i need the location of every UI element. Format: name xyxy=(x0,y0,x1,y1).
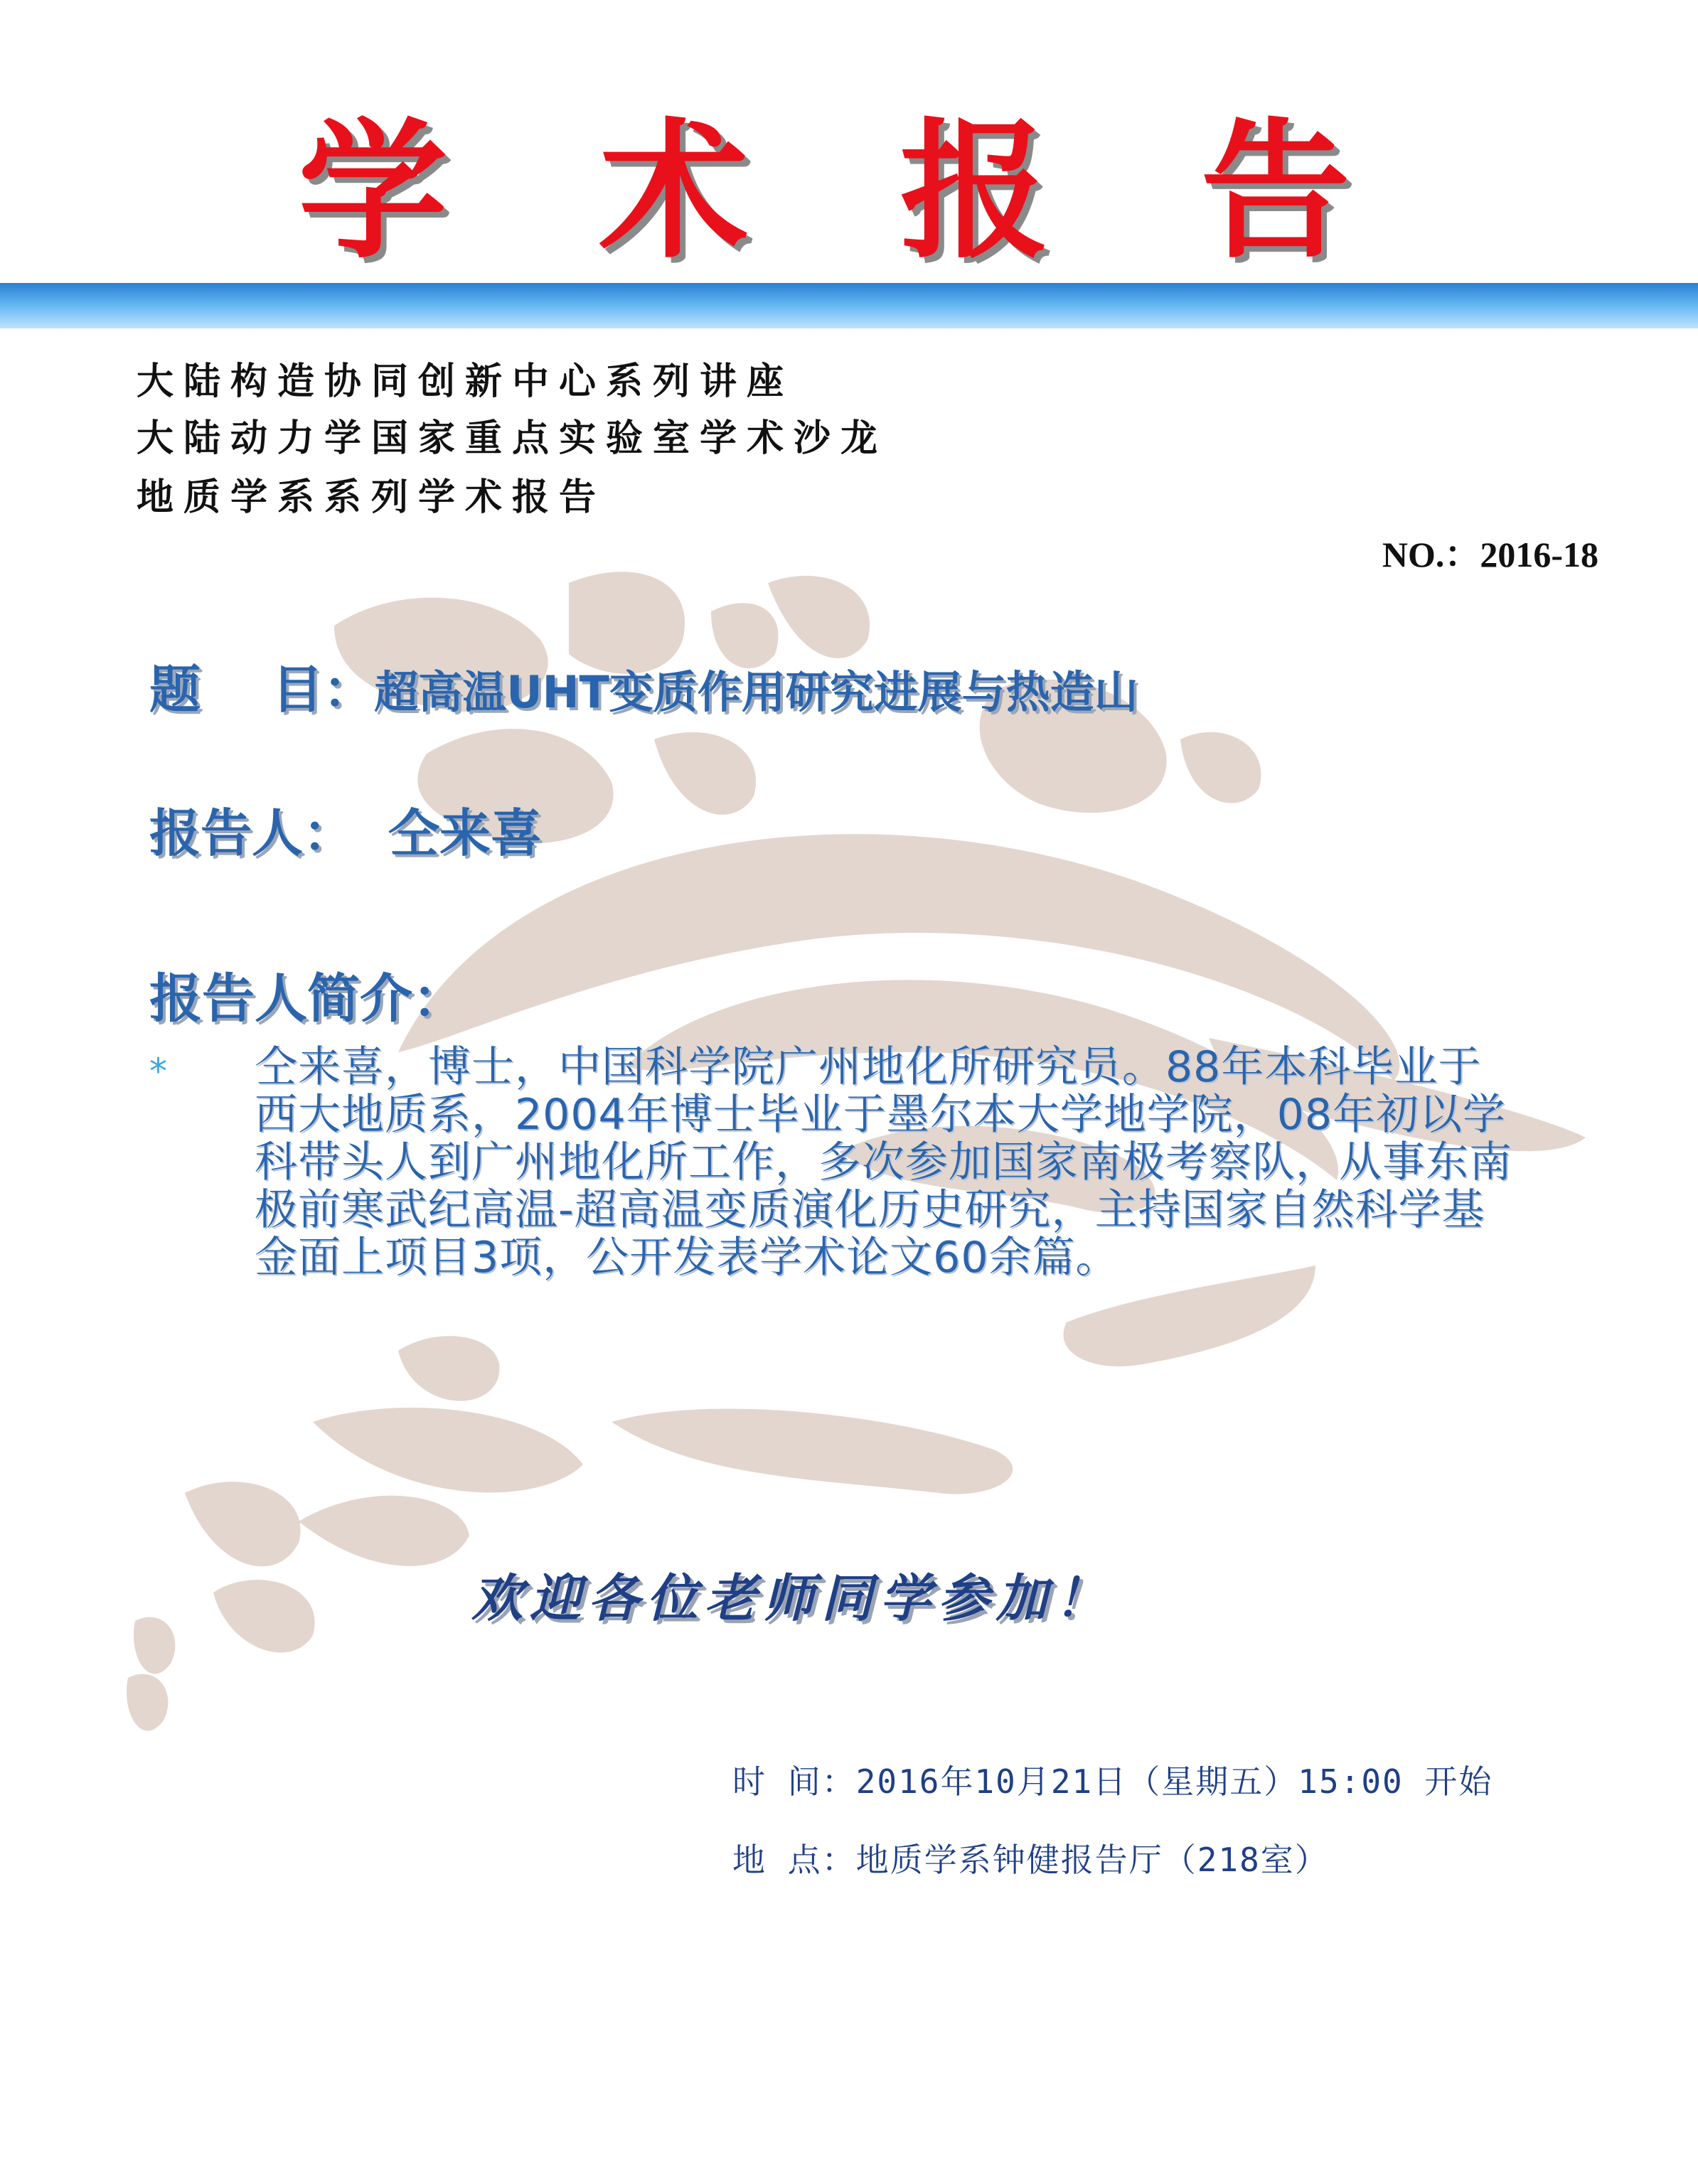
bullet-marker: * xyxy=(149,1051,167,1092)
speaker-label: 报告人： xyxy=(149,803,355,863)
page-title: 学 术 报 告 xyxy=(298,105,1400,279)
report-number: NO.：2016-18 xyxy=(1382,535,1598,574)
series-line-2: 大陆动力学国家重点实验室学术沙龙 xyxy=(137,417,888,460)
series-line-3: 地质学系系列学术报告 xyxy=(137,476,607,519)
speaker-bio: 仝来喜，博士，中国科学院广州地化所研究员。88年本科毕业于西大地质系，2004年博士毕业于墨尔本大学地学院，08年初以学科带头人到广州地化所工作，多次参加国家南极考察队，从事东南极前寒武纪高温-超高温变质演化历史研究，主持国家自然科学基金面上项目3项，公开发表学术论文60余篇。 xyxy=(255,1042,1512,1283)
place-line: 地 点：地质学系钟健报告厅（218室） xyxy=(732,1841,1329,1879)
speaker-value: 仝来喜 xyxy=(388,803,543,863)
series-line-1: 大陆构造协同创新中心系列讲座 xyxy=(137,360,794,403)
intro-heading: 报告人简介： xyxy=(149,968,465,1029)
welcome-message: 欢迎各位老师同学参加！ xyxy=(471,1568,1113,1628)
time-line: 时 间：2016年10月21日（星期五）15:00 开始 xyxy=(732,1762,1493,1801)
speaker-row xyxy=(149,798,542,869)
topic-value: 超高温UHT变质作用研究进展与热造山 xyxy=(374,666,1138,718)
topic-label: 题 目： xyxy=(149,660,375,719)
topic-row xyxy=(149,654,1138,728)
